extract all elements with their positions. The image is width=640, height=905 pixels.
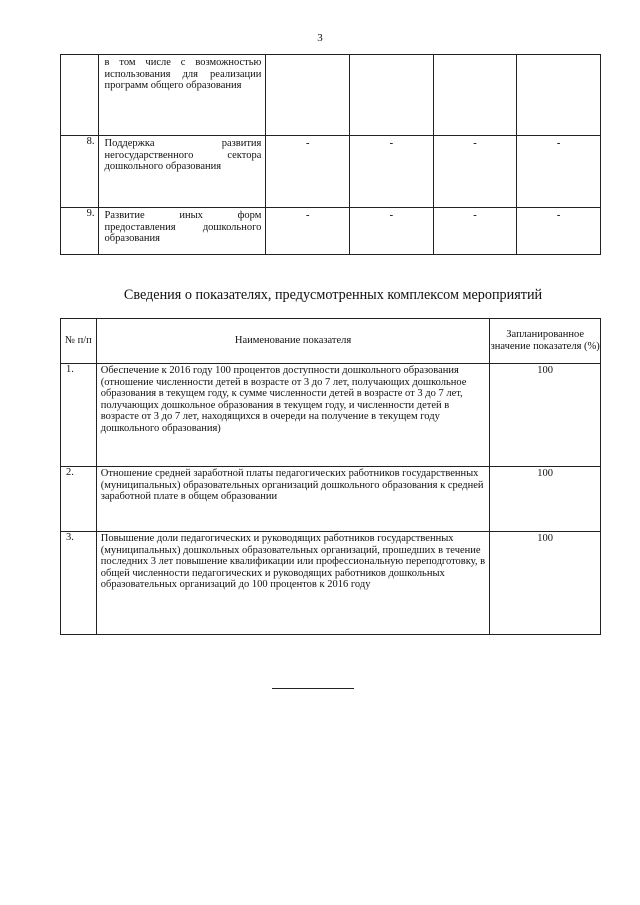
document-end-line [272, 688, 354, 689]
table-header-row [61, 319, 601, 364]
header-indicator-name: Наименование показателя [96, 319, 490, 364]
indicator-name: Отношение средней заработной платы педагогических работников государственных (муниципальных) образовательных организаций дошкольного образования к средней заработной плате в общем образовании [96, 467, 490, 532]
table-row [61, 208, 601, 255]
table-row [61, 467, 601, 532]
activity-value [266, 55, 350, 136]
activity-value: - [266, 136, 350, 208]
row-number [61, 55, 99, 136]
indicator-name: Обеспечение к 2016 году 100 процентов доступности дошкольного образования (отношение численности детей в возрасте от 3 до 7 лет, получающих дошкольное образования в текущем году, к сумме численности детей в возрасте от 3 до 7 лет, получающих дошкольное образования в текущем году, и численности детей в возрасте от 3 до 7 лет, находящихся в очереди на получение в текущем году дошкольного образования) [96, 364, 490, 467]
header-planned-value: Запланированное значение показателя (%) [490, 319, 601, 364]
activity-name: Развитие иных форм предоставления дошкольного образования [98, 208, 266, 255]
row-number: 9. [61, 208, 99, 255]
activity-value: - [433, 136, 517, 208]
row-number: 3. [61, 532, 97, 635]
row-number: 1. [61, 364, 97, 467]
activity-value: - [433, 208, 517, 255]
header-number: № п/п [61, 319, 97, 364]
indicator-value: 100 [490, 467, 601, 532]
activities-table-continued [60, 54, 601, 255]
activity-value [517, 55, 601, 136]
activity-value: - [517, 136, 601, 208]
indicator-name: Повышение доли педагогических и руководящих работников государственных (муниципальных) дошкольных образовательных организаций, прошедших в течение последних 3 лет повышение квалификации или профессиональную переподготовку, в общей численности педагогических и руководящих работников дошкольных образовательных организаций до 100 процентов к 2016 году [96, 532, 490, 635]
indicators-table [60, 318, 601, 635]
section-title: Сведения о показателях, предусмотренных комплексом мероприятий [123, 287, 543, 303]
indicator-value: 100 [490, 364, 601, 467]
row-number: 2. [61, 467, 97, 532]
activity-value: - [517, 208, 601, 255]
activity-value: - [266, 208, 350, 255]
table-row [61, 136, 601, 208]
indicator-value: 100 [490, 532, 601, 635]
row-number: 8. [61, 136, 99, 208]
table-row [61, 55, 601, 136]
page-number: 3 [317, 32, 323, 44]
activity-name: в том числе с возможностью использования для реализации программ общего образования [98, 55, 266, 136]
activity-value: - [350, 136, 434, 208]
activity-value: - [350, 208, 434, 255]
table-row [61, 364, 601, 467]
activity-value [433, 55, 517, 136]
table-row [61, 532, 601, 635]
activity-value [350, 55, 434, 136]
activity-name: Поддержка развития негосударственного сектора дошкольного образования [98, 136, 266, 208]
